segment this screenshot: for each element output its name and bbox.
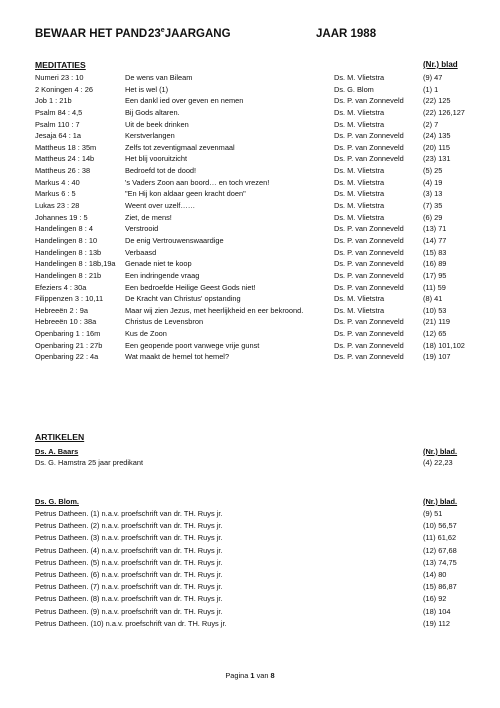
bible-reference: Job 1 : 21b — [35, 96, 72, 106]
bible-reference: Johannes 19 : 5 — [35, 212, 88, 222]
bible-reference: Openbaring 21 : 27b — [35, 340, 103, 350]
page-footer — [0, 671, 500, 680]
artikel-row — [35, 508, 475, 520]
bible-reference: Handelingen 8 : 13b — [35, 247, 102, 257]
meditatie-title: Uit de beek drinken — [125, 119, 189, 129]
meditatie-author: Ds. M. Vlietstra — [334, 166, 385, 176]
artikel-row — [35, 618, 475, 630]
meditatie-author: Ds. G. Blom — [334, 84, 374, 94]
bible-reference: Mattheus 24 : 14b — [35, 154, 95, 164]
meditatie-title: Het blij vooruitzicht — [125, 154, 188, 164]
meditatie-title: Kerstverlangen — [125, 131, 175, 141]
issue-page-number: (13) 74,75 — [423, 557, 457, 567]
issue-page-number: (18) 104 — [423, 606, 451, 616]
meditatie-author: Ds. M. Vlietstra — [334, 305, 385, 315]
meditatie-title: De Kracht van Christus' opstanding — [125, 294, 241, 304]
issue-page-number: (22) 126,127 — [423, 107, 465, 117]
meditatie-title: Bedroefd tot de dood! — [125, 166, 197, 176]
meditatie-title: Maar wij zien Jezus, met heerlijkheid en eer bekroond. — [125, 305, 304, 315]
meditatie-row — [35, 95, 475, 107]
bible-reference: Jesaja 64 : 1a — [35, 131, 82, 141]
meditatie-row — [35, 282, 475, 294]
meditatie-author: Ds. M. Vlietstra — [334, 201, 385, 211]
meditatie-author: Ds. P. van Zonneveld — [334, 224, 404, 234]
issue-page-number: (13) 71 — [423, 224, 447, 234]
issue-page-number: (1) 1 — [423, 84, 439, 94]
title-volume-label: JAARGANG — [164, 27, 231, 40]
meditatie-author: Ds. P. van Zonneveld — [334, 317, 404, 327]
bible-reference: Mattheus 18 : 35m — [35, 142, 97, 152]
artikel-title: Petrus Datheen. (1) n.a.v. proefschrift van dr. TH. Ruys jr. — [35, 509, 223, 518]
issue-page-number: (12) 65 — [423, 329, 447, 339]
issue-page-number: (15) 83 — [423, 247, 447, 257]
meditatie-row — [35, 305, 475, 317]
artikel-row — [35, 457, 475, 469]
issue-page-number: (3) 13 — [423, 189, 443, 199]
meditatie-author: Ds. M. Vlietstra — [334, 107, 385, 117]
meditatie-row — [35, 340, 475, 352]
meditatie-author: Ds. P. van Zonneveld — [334, 340, 404, 350]
meditatie-row — [35, 223, 475, 235]
meditatie-title: Ziet, de mens! — [125, 212, 172, 222]
meditaties-nr-heading: (Nr.) blad — [423, 60, 458, 69]
issue-page-number: (14) 80 — [423, 569, 447, 579]
issue-page-number: (20) 115 — [423, 142, 450, 152]
author-nr-heading-blom: (Nr.) blad. — [423, 497, 458, 506]
meditatie-title: Een dankl ied over geven en nemen — [125, 96, 244, 106]
meditatie-title: Genade niet te koop — [125, 259, 192, 269]
meditatie-row — [35, 130, 475, 142]
meditatie-title: Zelfs tot zeventigmaal zevenmaal — [125, 142, 235, 152]
meditatie-title: De enig Vertrouwenswaardige — [125, 235, 224, 245]
artikel-title: Petrus Datheen. (8) n.a.v. proefschrift van dr. TH. Ruys jr. — [35, 594, 223, 604]
meditatie-title: Een bedroefde Heilige Geest Gods niet! — [125, 282, 256, 292]
meditatie-author: Ds. M. Vlietstra — [334, 294, 385, 304]
meditatie-title: Een geopende poort vanwege vrije gunst — [125, 340, 260, 350]
bible-reference: Markus 6 : 5 — [35, 189, 76, 199]
issue-page-number: (4) 22,23 — [423, 458, 453, 467]
meditatie-author: Ds. M. Vlietstra — [334, 177, 385, 187]
meditatie-title: Wat maakt de hemel tot hemel? — [125, 352, 230, 362]
artikel-row — [35, 520, 475, 532]
meditatie-author: Ds. M. Vlietstra — [334, 189, 385, 199]
bible-reference: Handelingen 8 : 4 — [35, 224, 93, 234]
title-volume-sup: e — [160, 27, 165, 34]
meditatie-author: Ds. P. van Zonneveld — [334, 96, 404, 106]
issue-page-number: (8) 41 — [423, 294, 443, 304]
issue-page-number: (9) 51 — [423, 509, 443, 518]
bible-reference: Handelingen 8 : 18b,19a — [35, 259, 116, 269]
footer-prefix: Pagina — [225, 671, 251, 680]
issue-page-number: (2) 7 — [423, 119, 439, 129]
meditatie-title: Christus de Levensbron — [125, 317, 204, 327]
issue-page-number: (5) 25 — [423, 166, 443, 176]
issue-page-number: (19) 107 — [423, 352, 451, 362]
title-volume-number: 23 — [148, 27, 161, 40]
bible-reference: Openbaring 22 : 4a — [35, 352, 99, 362]
artikel-title: Ds. G. Hamstra 25 jaar predikant — [35, 458, 144, 467]
issue-page-number: (10) 53 — [423, 305, 447, 315]
artikel-title: Petrus Datheen. (3) n.a.v. proefschrift van dr. TH. Ruys jr. — [35, 533, 223, 543]
issue-page-number: (12) 67,68 — [423, 545, 457, 555]
meditatie-row — [35, 119, 475, 131]
issue-page-number: (11) 59 — [423, 282, 446, 292]
title-volume — [148, 27, 316, 40]
meditatie-author: Ds. M. Vlietstra — [334, 212, 385, 222]
footer-page-total: 8 — [270, 671, 275, 680]
meditatie-row — [35, 270, 475, 282]
artikel-row — [35, 557, 475, 569]
meditaties-heading: MEDITATIES — [35, 60, 86, 70]
meditatie-row — [35, 328, 475, 340]
meditatie-author: Ds. P. van Zonneveld — [334, 131, 404, 141]
bible-reference: Numeri 23 : 10 — [35, 73, 84, 82]
meditatie-author: Ds. P. van Zonneveld — [334, 142, 404, 152]
meditatie-row — [35, 188, 475, 200]
bible-reference: Openbaring 1 : 16m — [35, 329, 101, 339]
issue-page-number: (18) 101,102 — [423, 340, 465, 350]
meditatie-author: Ds. P. van Zonneveld — [334, 259, 404, 269]
meditatie-row — [35, 153, 475, 165]
bible-reference: Psalm 110 : 7 — [35, 119, 80, 129]
meditatie-author: Ds. P. van Zonneveld — [334, 154, 404, 164]
artikelen-list-baars — [35, 457, 475, 469]
meditatie-title: "En Hij kon aldaar geen kracht doen" — [125, 189, 246, 199]
artikel-title: Petrus Datheen. (4) n.a.v. proefschrift van dr. TH. Ruys jr. — [35, 545, 223, 555]
author-heading-blom: Ds. G. Blom. — [35, 497, 79, 506]
bible-reference: 2 Koningen 4 : 26 — [35, 84, 93, 94]
bible-reference: Markus 4 : 40 — [35, 177, 80, 187]
meditatie-row — [35, 177, 475, 189]
issue-page-number: (6) 29 — [423, 212, 443, 222]
artikel-row — [35, 532, 475, 544]
issue-page-number: (19) 112 — [423, 618, 450, 628]
issue-page-number: (10) 56,57 — [423, 521, 457, 531]
bible-reference: Handelingen 8 : 21b — [35, 270, 102, 280]
meditatie-row — [35, 107, 475, 119]
issue-page-number: (17) 95 — [423, 270, 447, 280]
bible-reference: Lukas 23 : 28 — [35, 201, 80, 211]
meditatie-author: Ds. P. van Zonneveld — [334, 329, 404, 339]
issue-page-number: (11) 61,62 — [423, 533, 457, 543]
meditatie-row — [35, 72, 475, 84]
artikel-row — [35, 545, 475, 557]
meditatie-row — [35, 351, 475, 363]
issue-page-number: (9) 47 — [423, 73, 443, 82]
meditatie-title: Het is wel (1) — [125, 84, 169, 94]
issue-page-number: (21) 119 — [423, 317, 450, 327]
meditatie-author: Ds. P. van Zonneveld — [334, 270, 404, 280]
author-nr-heading-baars: (Nr.) blad. — [423, 447, 458, 456]
issue-page-number: (16) 89 — [423, 259, 447, 269]
artikel-title: Petrus Datheen. (2) n.a.v. proefschrift van dr. TH. Ruys jr. — [35, 521, 223, 531]
author-heading-baars: Ds. A. Baars — [35, 447, 79, 456]
bible-reference: Psalm 84 : 4,5 — [35, 107, 83, 117]
meditatie-row — [35, 258, 475, 270]
artikelen-heading: ARTIKELEN — [35, 432, 85, 442]
artikel-row — [35, 593, 475, 605]
meditatie-title: Bij Gods altaren. — [125, 107, 180, 117]
meditatie-row — [35, 247, 475, 259]
meditatie-title: Een indringende vraag — [125, 270, 200, 280]
meditatie-title: 's Vaders Zoon aan boord… en toch vrezen! — [125, 177, 270, 187]
meditatie-author: Ds. P. van Zonneveld — [334, 247, 404, 257]
meditatie-row — [35, 84, 475, 96]
bible-reference: Mattheus 26 : 38 — [35, 166, 91, 176]
meditatie-author: Ds. M. Vlietstra — [334, 119, 385, 129]
issue-page-number: (7) 35 — [423, 201, 443, 211]
meditatie-row — [35, 293, 475, 305]
meditatie-title: Weent over uzelf…… — [125, 201, 196, 211]
artikel-title: Petrus Datheen. (9) n.a.v. proefschrift van dr. TH. Ruys jr. — [35, 606, 223, 616]
meditatie-row — [35, 235, 475, 247]
issue-page-number: (22) 125 — [423, 96, 451, 106]
meditatie-title: Kus de Zoon — [125, 329, 167, 339]
footer-page-number: 1 — [250, 671, 255, 680]
meditatie-author: Ds. P. van Zonneveld — [334, 282, 404, 292]
meditatie-row — [35, 212, 475, 224]
issue-page-number: (24) 135 — [423, 131, 451, 141]
title-magazine: BEWAAR HET PAND — [35, 27, 148, 40]
issue-page-number: (16) 92 — [423, 594, 447, 604]
bible-reference: Filippenzen 3 : 10,11 — [35, 294, 104, 304]
artikel-row — [35, 569, 475, 581]
page-title — [35, 27, 376, 40]
artikel-title: Petrus Datheen. (10) n.a.v. proefschrift van dr. TH. Ruys jr. — [35, 618, 227, 628]
meditatie-row — [35, 316, 475, 328]
meditatie-row — [35, 200, 475, 212]
artikel-row — [35, 581, 475, 593]
meditatie-title: De wens van Bileam — [125, 73, 193, 82]
issue-page-number: (14) 77 — [423, 235, 447, 245]
bible-reference: Handelingen 8 : 10 — [35, 235, 98, 245]
title-year: JAAR 1988 — [316, 27, 377, 40]
meditatie-row — [35, 165, 475, 177]
artikel-title: Petrus Datheen. (7) n.a.v. proefschrift van dr. TH. Ruys jr. — [35, 582, 223, 592]
bible-reference: Hebreeën 10 : 38a — [35, 317, 97, 327]
issue-page-number: (15) 86,87 — [423, 582, 457, 592]
issue-page-number: (23) 131 — [423, 154, 451, 164]
meditatie-author: Ds. M. Vlietstra — [334, 73, 385, 82]
meditatie-row — [35, 142, 475, 154]
issue-page-number: (4) 19 — [423, 177, 443, 187]
bible-reference: Hebreeën 2 : 9a — [35, 305, 89, 315]
meditatie-title: Verbaasd — [125, 247, 157, 257]
meditatie-author: Ds. P. van Zonneveld — [334, 235, 404, 245]
meditatie-author: Ds. P. van Zonneveld — [334, 352, 404, 362]
artikel-row — [35, 606, 475, 618]
artikelen-list-blom — [35, 508, 475, 630]
artikel-title: Petrus Datheen. (6) n.a.v. proefschrift van dr. TH. Ruys jr. — [35, 569, 223, 579]
meditatie-title: Verstrooid — [125, 224, 159, 234]
meditaties-list — [35, 72, 475, 363]
bible-reference: Efeziers 4 : 30a — [35, 282, 87, 292]
artikel-title: Petrus Datheen. (5) n.a.v. proefschrift van dr. TH. Ruys jr. — [35, 557, 223, 567]
footer-middle: van — [254, 671, 271, 680]
